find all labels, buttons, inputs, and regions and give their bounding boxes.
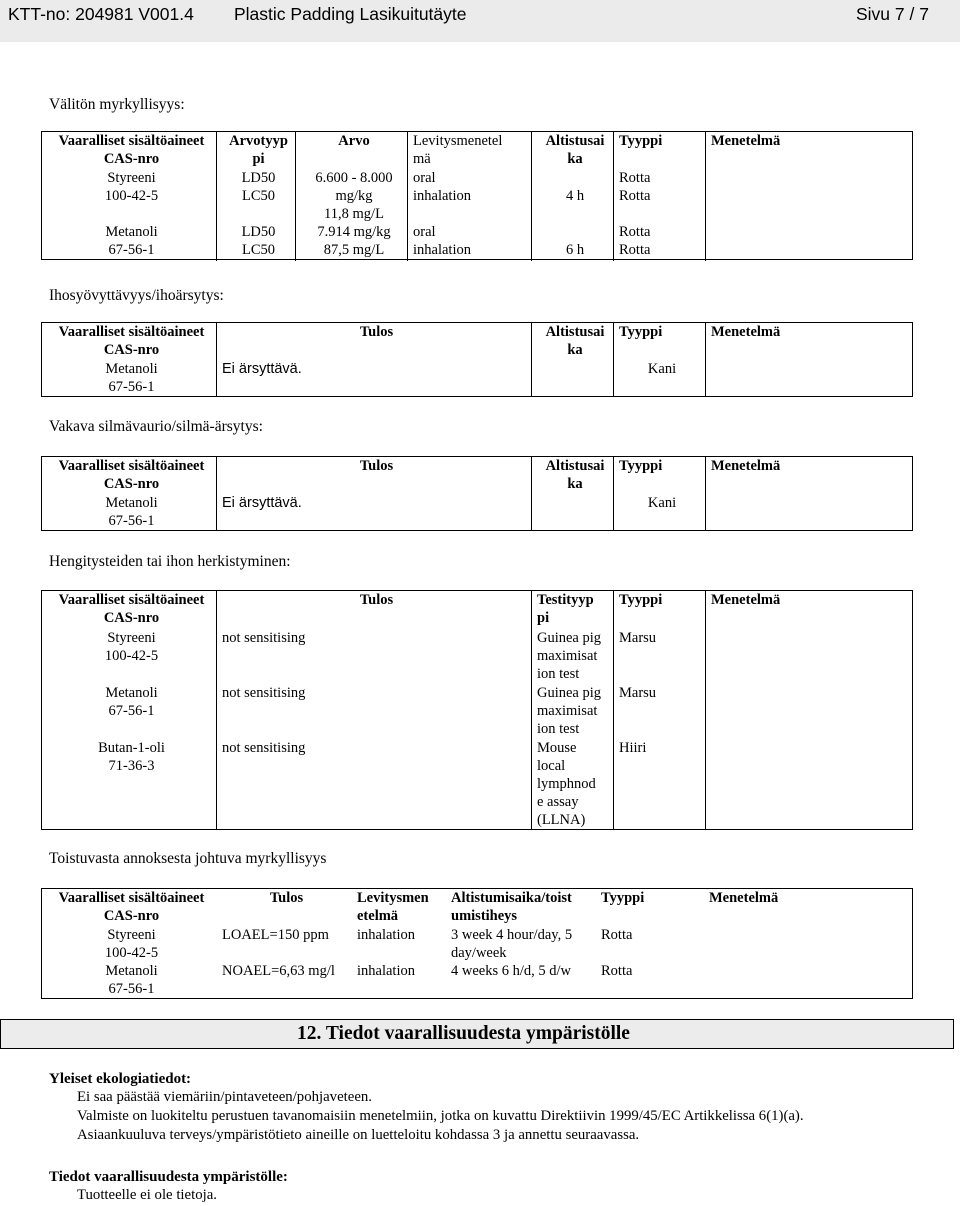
table-cell: Metanoli 67-56-1	[105, 685, 158, 719]
header-row	[41, 322, 912, 360]
column-header: Menetelmä	[711, 592, 781, 608]
acute-toxicity-title: Välitön myrkyllisyys:	[49, 96, 185, 113]
table-cell: NOAEL=6,63 mg/l	[222, 963, 335, 979]
table-cell: 6.600 - 8.000 mg/kg 11,8 mg/L	[315, 170, 393, 222]
table-cell: LOAEL=150 ppm	[222, 927, 329, 943]
table-row	[41, 494, 912, 530]
column-header: Tulos	[269, 890, 304, 906]
table-cell: Rotta Rotta	[619, 170, 651, 204]
table-row	[41, 962, 912, 998]
table-cell	[703, 962, 912, 998]
table-cell: not sensitising	[222, 685, 306, 701]
table-cell: Metanoli 67-56-1	[105, 963, 158, 997]
general-ecology-line-3: Asiaankuuluva terveys/ympäristötieto aineille on luetteloitu kohdassa 3 ja annettu seuraavassa.	[77, 1127, 640, 1143]
column-header: Menetelmä	[709, 890, 779, 906]
page-number: Sivu 7 / 7	[856, 4, 929, 24]
column-header: Arvotyyp pi	[229, 133, 288, 167]
column-header: Vaaralliset sisältöaineet CAS-nro	[58, 890, 205, 924]
table-cell: 3 week 4 hour/day, 5 day/week	[451, 927, 573, 961]
column-header: Vaaralliset sisältöaineet CAS-nro	[58, 458, 205, 492]
table-cell: Ei ärsyttävä.	[222, 495, 302, 511]
eye-damage-table	[41, 456, 912, 530]
table-row	[41, 223, 912, 259]
column-header: Altistusai ka	[545, 133, 605, 167]
table-cell	[705, 494, 912, 530]
table-cell: Metanoli 67-56-1	[105, 224, 158, 258]
table-row	[41, 926, 912, 962]
repeated-dose-title: Toistuvasta annoksesta johtuva myrkyllisyys	[49, 850, 327, 867]
table-cell: 4 h	[565, 188, 585, 204]
table-cell: Metanoli 67-56-1	[105, 495, 158, 529]
column-header: Levitysmenetel mä	[413, 133, 503, 167]
environmental-info-heading: Tiedot vaarallisuudesta ympäristölle:	[49, 1169, 288, 1185]
table-cell: 7.914 mg/kg 87,5 mg/L	[317, 224, 391, 258]
sensitisation-table	[41, 590, 912, 829]
column-header: Vaaralliset sisältöaineet CAS-nro	[58, 324, 205, 358]
table-cell: inhalation	[357, 927, 415, 943]
general-ecology-line-1: Ei saa päästää viemäriin/pintaveteen/pohjaveteen.	[77, 1089, 372, 1105]
page-header	[0, 0, 960, 42]
header-row	[41, 590, 912, 628]
product-name: Plastic Padding Lasikuitutäyte	[234, 4, 467, 24]
table-cell: Rotta	[601, 963, 633, 979]
column-header: Tyyppi	[619, 592, 663, 608]
table-cell: not sensitising	[222, 630, 306, 646]
table-cell: LD50 LC50	[241, 170, 276, 204]
table-row	[41, 360, 912, 396]
document-id: KTT-no: 204981 V001.4	[8, 4, 194, 24]
header-row	[41, 888, 912, 926]
general-ecology-line-2: Valmiste on luokiteltu perustuen tavanomaisiin menetelmiin, jotka on kuvattu Direktiivin 1999/45/EC Artikkelissa 6(1)(a).	[77, 1108, 804, 1124]
table-cell	[705, 360, 912, 396]
table-cell: 6 h	[565, 242, 585, 258]
table-cell: Mouse local lymphnod e assay (LLNA)	[537, 740, 596, 828]
column-header: Arvo	[338, 133, 370, 149]
header-row	[41, 131, 912, 169]
acute-toxicity-table	[41, 131, 912, 259]
skin-irritation-table	[41, 322, 912, 396]
section-12-title: 12. Tiedot vaarallisuudesta ympäristölle	[297, 1023, 630, 1044]
table-cell: Kani	[647, 361, 677, 377]
table-cell: Styreeni 100-42-5	[104, 170, 159, 204]
column-header: Menetelmä	[711, 324, 781, 340]
table-cell: Guinea pig maximisat ion test	[537, 630, 602, 682]
sensitisation-title: Hengitysteiden tai ihon herkistyminen:	[49, 553, 291, 570]
column-header: Tulos	[359, 324, 394, 340]
column-header: Vaaralliset sisältöaineet CAS-nro	[58, 133, 205, 167]
table-body	[41, 888, 912, 998]
column-header: Vaaralliset sisältöaineet CAS-nro	[58, 592, 205, 626]
table-cell: Marsu	[619, 685, 657, 701]
table-cell: Rotta Rotta	[619, 224, 651, 258]
table-cell: Metanoli 67-56-1	[105, 361, 158, 395]
table-cell: Styreeni 100-42-5	[104, 927, 159, 961]
column-header: Tyyppi	[619, 133, 663, 149]
column-header: Tyyppi	[619, 324, 663, 340]
column-header: Altistusai ka	[545, 324, 605, 358]
table-cell: Guinea pig maximisat ion test	[537, 685, 602, 737]
column-header: Menetelmä	[711, 133, 781, 149]
table-cell: Butan-1-oli 71-36-3	[98, 740, 165, 774]
table-cell: Marsu	[619, 630, 657, 646]
column-header: Tyyppi	[619, 458, 663, 474]
column-header: Altistumisaika/toist umistiheys	[451, 890, 572, 924]
table-cell	[705, 738, 912, 829]
table-cell: oral inhalation	[413, 170, 471, 204]
column-header: Menetelmä	[711, 458, 781, 474]
environmental-info-text: Tuotteelle ei ole tietoja.	[77, 1187, 217, 1203]
table-cell: inhalation	[357, 963, 415, 979]
table-row	[41, 628, 912, 683]
table-cell: LD50 LC50	[241, 224, 276, 258]
table-body	[41, 131, 912, 259]
table-row	[41, 683, 912, 738]
table-cell: Styreeni 100-42-5	[104, 630, 159, 664]
table-cell: Hiiri	[619, 740, 647, 756]
column-header: Testityyp pi	[537, 592, 594, 626]
table-body	[41, 456, 912, 530]
eye-damage-title: Vakava silmävaurio/silmä-ärsytys:	[49, 418, 263, 435]
column-header: Levitysmen etelmä	[357, 890, 429, 924]
repeated-dose-table	[41, 888, 912, 998]
table-cell	[705, 683, 912, 738]
table-cell	[705, 223, 912, 259]
column-header: Tulos	[359, 592, 394, 608]
column-header: Tyyppi	[601, 890, 645, 906]
table-body	[41, 322, 912, 396]
general-ecology-heading: Yleiset ekologiatiedot:	[49, 1071, 192, 1087]
table-cell: 4 weeks 6 h/d, 5 d/w	[451, 963, 572, 979]
table-cell: Rotta	[601, 927, 633, 943]
table-cell	[531, 494, 613, 530]
table-cell	[531, 360, 613, 396]
column-header: Altistusai ka	[545, 458, 605, 492]
column-header: Tulos	[359, 458, 394, 474]
table-cell	[703, 926, 912, 962]
table-cell: oral inhalation	[413, 224, 471, 258]
table-cell	[705, 169, 912, 223]
table-row	[41, 738, 912, 829]
skin-irritation-title: Ihosyövyttävyys/ihoärsytys:	[49, 287, 224, 304]
table-cell: Kani	[647, 495, 677, 511]
header-row	[41, 456, 912, 494]
table-cell	[705, 628, 912, 683]
table-cell: not sensitising	[222, 740, 306, 756]
table-body	[41, 590, 912, 829]
table-cell: Ei ärsyttävä.	[222, 361, 302, 377]
section-12-band	[0, 1019, 954, 1049]
table-row	[41, 169, 912, 223]
